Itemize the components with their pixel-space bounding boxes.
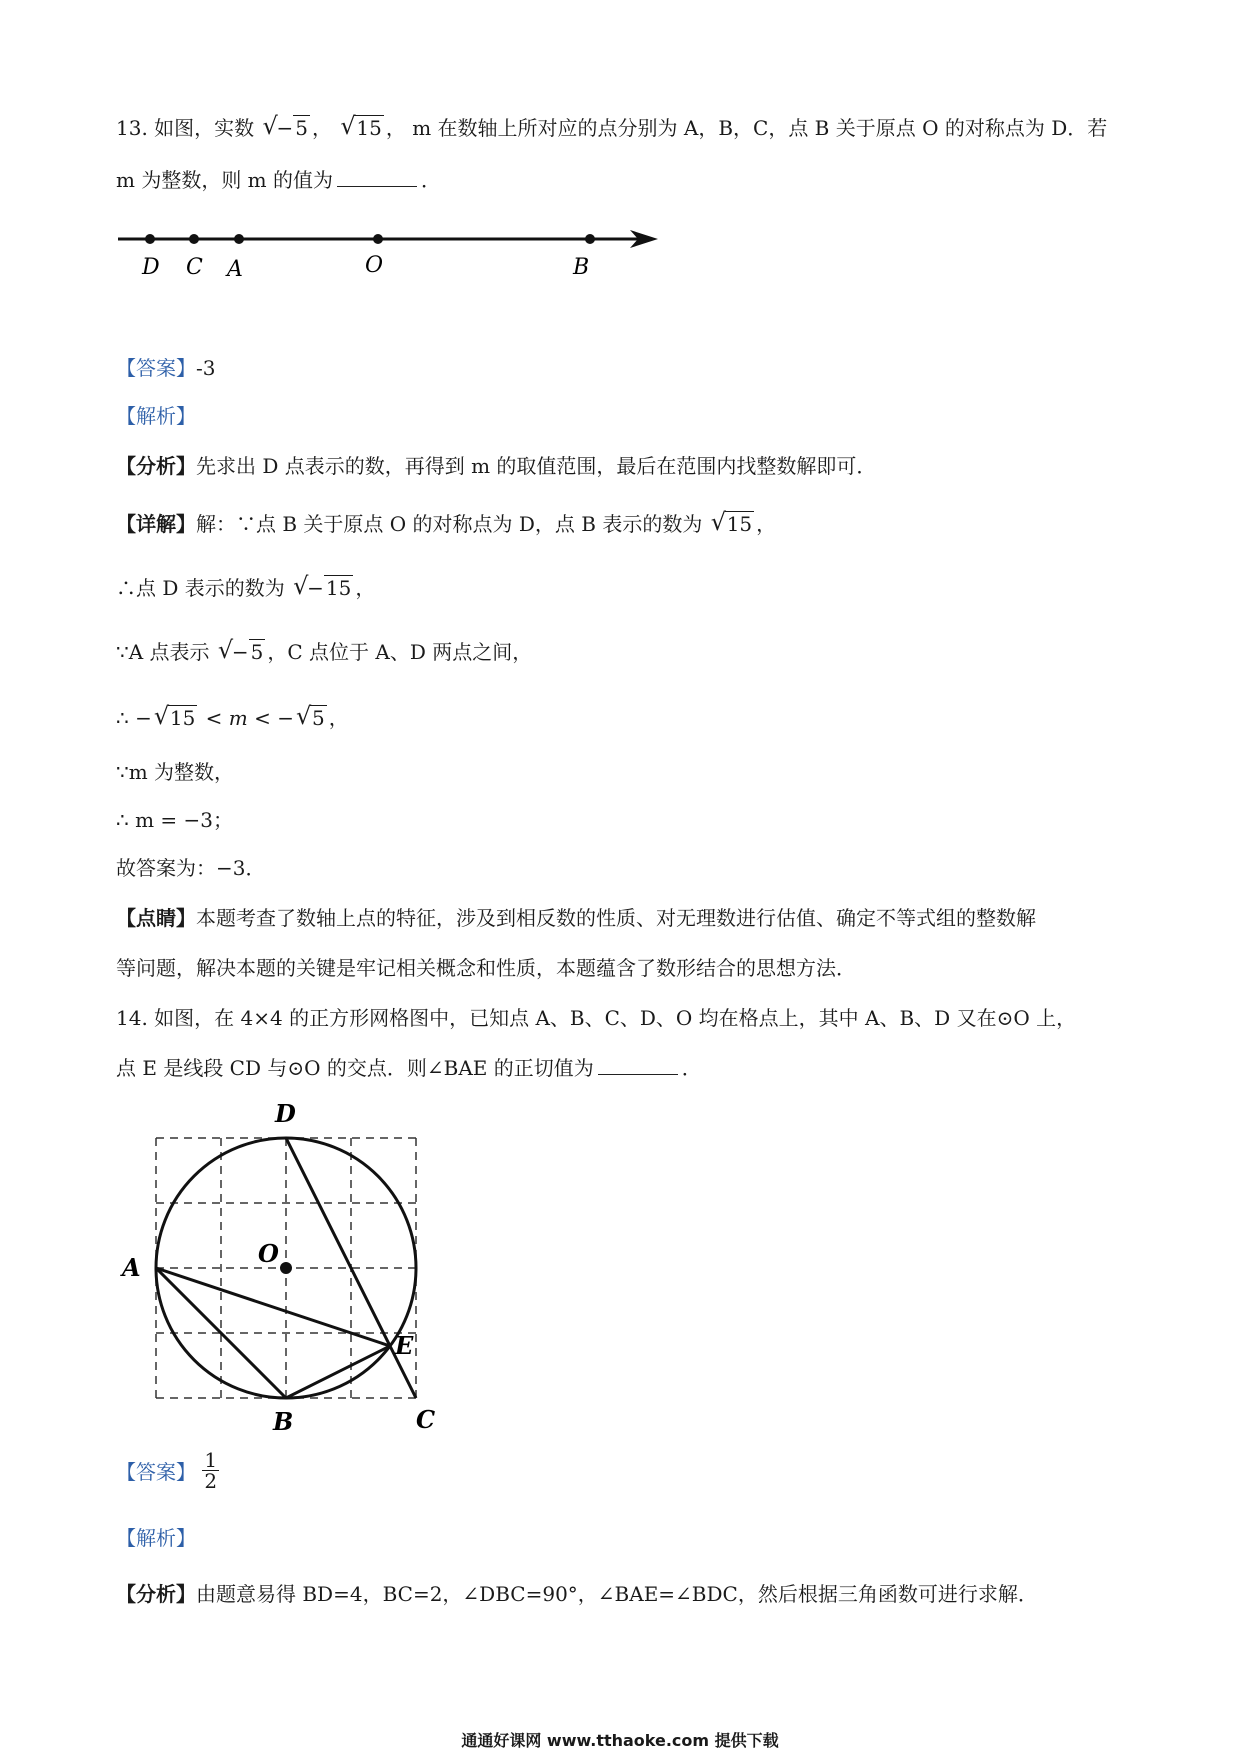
answer-value: -3: [196, 356, 216, 380]
sqrt-15-ineq: √ 15: [153, 702, 196, 730]
circle-grid-figure: [110, 1098, 450, 1438]
q13-line-2: m 为整数，则 m 的值为 ．: [116, 168, 442, 192]
label-d: D: [142, 255, 160, 280]
point-o: [373, 234, 383, 244]
q13-point-1: [116, 902, 1036, 931]
label-o: O: [258, 1239, 279, 1268]
label-b: B: [273, 1407, 294, 1436]
radicand-5: 5: [311, 706, 325, 730]
q14-analysis-tag: 【解析】: [116, 1526, 196, 1550]
label-a: A: [227, 257, 243, 282]
q14-analysis: [116, 1578, 1038, 1607]
radicand-15: 15: [726, 512, 753, 536]
q14-line-2: 点 E 是线段 CD 与⊙O 的交点．则∠BAE 的正切值为 ．: [116, 1056, 702, 1080]
q14-answer: [116, 1450, 219, 1491]
detail-label: 【详解】: [116, 512, 196, 536]
q13-detail-1: 【详解】解：∵点 B 关于原点 O 的对称点为 D，点 B 表示的数为 √ 15 ，: [116, 508, 777, 536]
q13-detail-7: 故答案为：−3．: [116, 856, 266, 880]
q13-line-1: 13. 如图，实数 − √ 5 ， √ 15 ， m 在数轴上所对应的点分别为 A，B，C，点 B 关于原点 O 的对称点为 D．若: [116, 112, 1108, 140]
analysis-label: 【分析】: [116, 454, 196, 478]
sqrt-15: √ 15: [340, 112, 382, 140]
detail-text-3b: ，C 点位于 A、D 两点之间，: [267, 640, 533, 664]
analysis-text: 由题意易得 BD=4，BC=2，∠DBC=90°，∠BAE=∠BDC，然后根据三角函数可进行求解．: [196, 1582, 1038, 1606]
q13-text-2: m 为整数，则 m 的值为: [116, 168, 334, 192]
radicand-5: 5: [295, 116, 309, 140]
radicand-15: 15: [325, 576, 352, 600]
segment-be: [286, 1346, 390, 1398]
label-d: D: [275, 1099, 296, 1128]
point-a: [234, 234, 244, 244]
label-c: C: [416, 1405, 436, 1434]
radicand-15: 15: [169, 706, 196, 730]
answer-tag: 【答案】: [116, 356, 196, 380]
center-o: [280, 1262, 292, 1274]
q13-text-1b: m 在数轴上所对应的点分别为 A，B，C，点 B 关于原点 O 的对称点为 D．若: [412, 116, 1108, 140]
q13-detail-2: ∴点 D 表示的数为 − √ 15 ，: [116, 572, 376, 600]
neg-sqrt-15: − √ 15: [293, 572, 352, 600]
detail-text-4b: < m < −: [205, 706, 294, 730]
analysis-text: 先求出 D 点表示的数，再得到 m 的取值范围，最后在范围内找整数解即可．: [196, 454, 877, 478]
sqrt-5-ineq: √ 5: [295, 702, 325, 730]
label-e: E: [395, 1331, 414, 1360]
q13-detail-6: ∴ m = −3；: [116, 808, 234, 832]
fraction-numerator: 1: [204, 1448, 218, 1472]
q13-detail-5: ∵m 为整数，: [116, 760, 235, 784]
footer-watermark: 通通好课网 www.tthaoke.com 提供下载: [461, 1731, 779, 1750]
fraction-denominator: 2: [204, 1469, 218, 1493]
segment-ae: [156, 1268, 390, 1346]
answer-tag: 【答案】: [116, 1460, 196, 1484]
answer-fraction: [202, 1450, 219, 1491]
q13-analysis: [116, 450, 876, 479]
detail-text-1: 解：∵点 B 关于原点 O 的对称点为 D，点 B 表示的数为: [196, 512, 703, 536]
q13-text-1a: 13. 如图，实数: [116, 116, 255, 140]
q13-analysis-tag: 【解析】: [116, 404, 196, 428]
sqrt-15-detail: √ 15: [710, 508, 753, 536]
radicand-15: 15: [356, 116, 382, 140]
point-d: [145, 234, 155, 244]
point-b: [585, 234, 595, 244]
answer-blank: [337, 168, 417, 187]
label-o: O: [365, 253, 384, 278]
neg-sqrt-5: − √ 5: [217, 636, 264, 664]
sqrt-5: − √ 5: [262, 112, 309, 140]
analysis-label: 【分析】: [116, 1582, 196, 1606]
q13-detail-3: [116, 636, 532, 665]
point-c: [189, 234, 199, 244]
detail-text-4a: ∴ −: [116, 706, 152, 730]
q14-line-1: 14. 如图，在 4×4 的正方形网格图中，已知点 A、B、C、D、O 均在格点上，其中 A、B、D 又在⊙O 上，: [116, 1006, 1077, 1030]
answer-blank-14: [598, 1056, 678, 1075]
detail-text-2: ∴点 D 表示的数为: [116, 576, 285, 600]
point-text-1: 本题考查了数轴上点的特征，涉及到相反数的性质、对无理数进行估值、确定不等式组的整数解: [196, 906, 1036, 930]
detail-text-3a: ∵A 点表示: [116, 640, 210, 664]
label-a: A: [122, 1253, 141, 1282]
number-line-figure: [110, 220, 680, 290]
radicand-5: 5: [250, 640, 264, 664]
point-label: 【点睛】: [116, 906, 196, 930]
q13-detail-4: ∴ − √ 15 < m < − √ 5 ，: [116, 702, 349, 730]
label-c: C: [186, 255, 203, 280]
q13-point-2: 等问题，解决本题的关键是牢记相关概念和性质，本题蕴含了数形结合的思想方法．: [116, 956, 856, 980]
label-b: B: [573, 255, 590, 280]
q14-text-2: 点 E 是线段 CD 与⊙O 的交点．则∠BAE 的正切值为: [116, 1056, 594, 1080]
q13-answer: [116, 352, 215, 381]
